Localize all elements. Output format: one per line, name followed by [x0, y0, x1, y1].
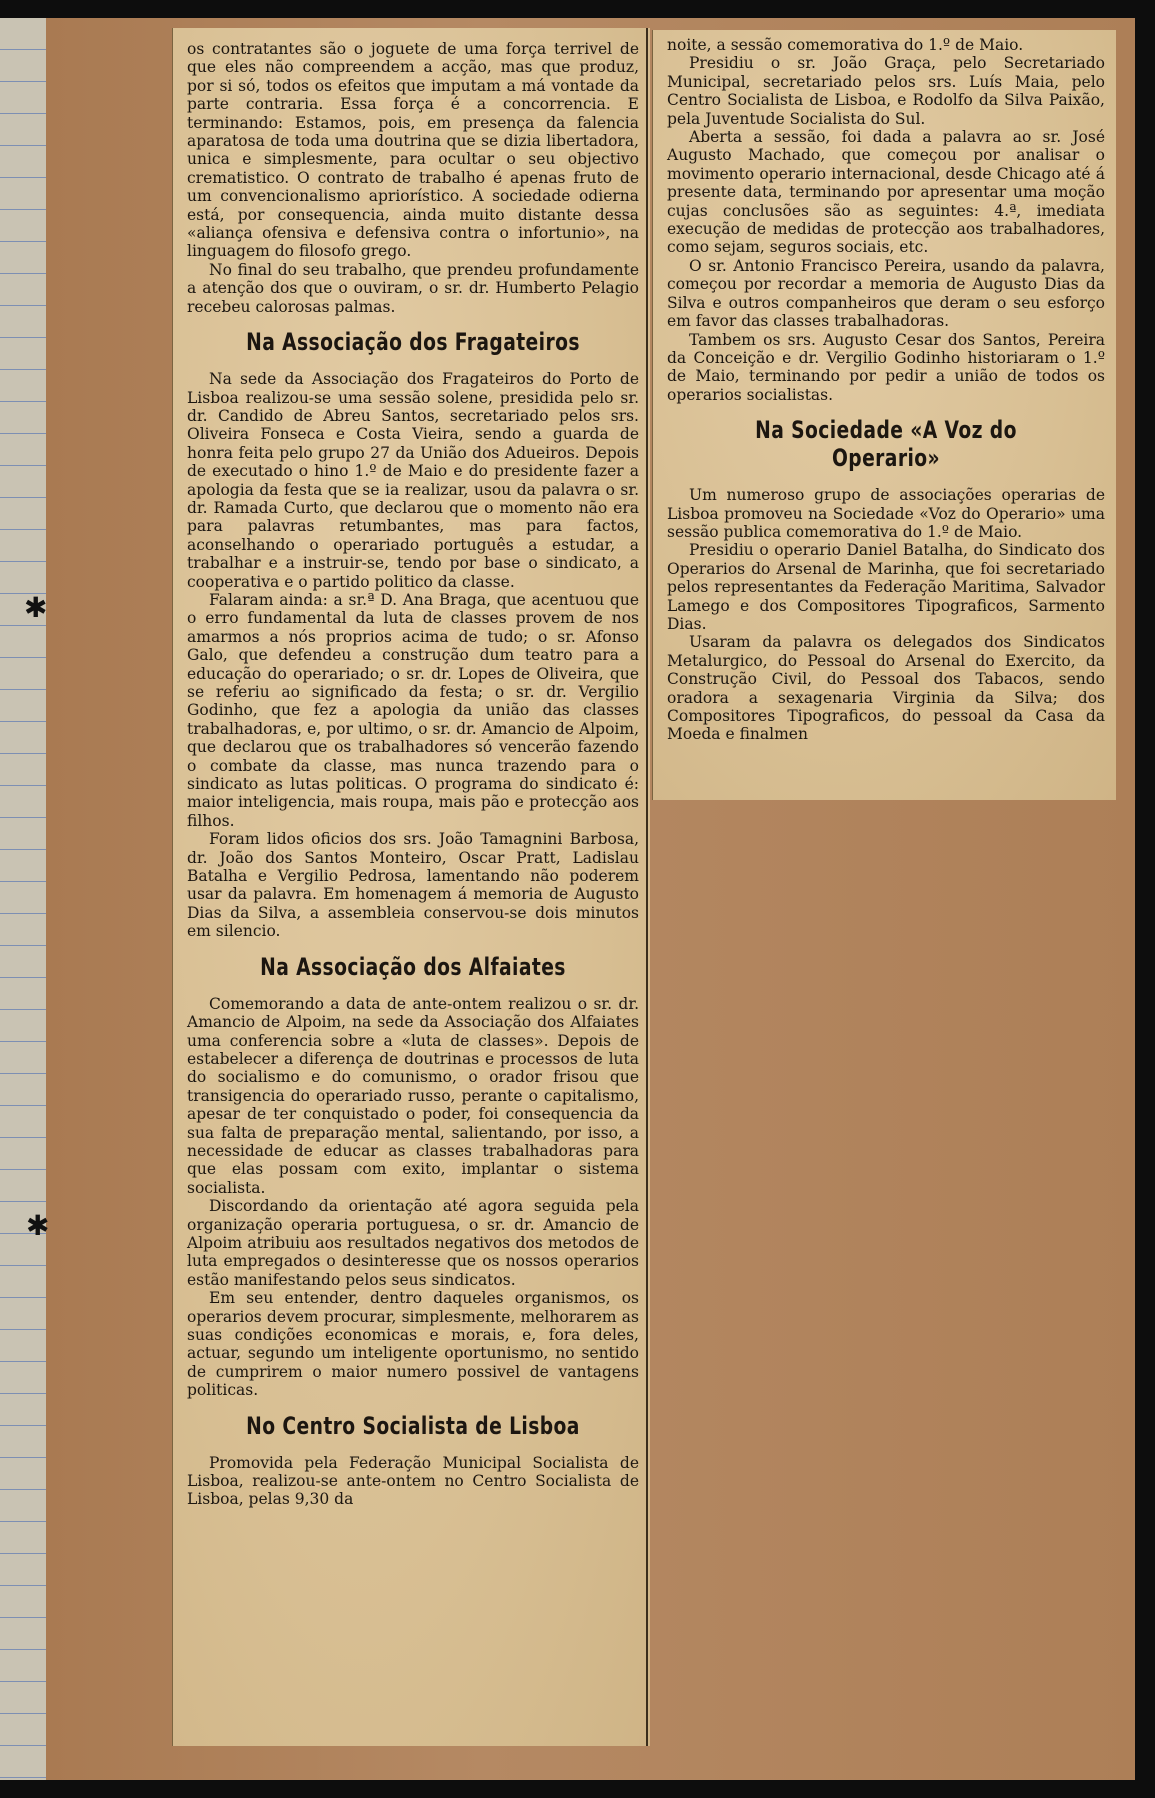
article-paragraph: Presidiu o operario Daniel Batalha, do Sindicato dos Operarios do Arsenal de Marinha, que foi secretariado pelos representantes da Federação Maritima, Salvador Lamego e dos Compositores Tipograficos, Sarmento Dias. [667, 541, 1105, 633]
section-heading-centro-socialista: No Centro Socialista de Lisboa [246, 1411, 580, 1440]
newspaper-clipping-right [652, 30, 1116, 800]
pin-icon: ✱ [24, 591, 48, 624]
article-paragraph: os contratantes são o joguete de uma força terrivel de que eles não compreendem a acção, mas que produz, por si só, todos os efeitos que imputam a má vontade da parte contraria. Essa força é a concorrencia. E terminando: Estamos, pois, em presença da falencia aparatosa de toda uma doutrina que se dizia libertadora, unica e simplesmente, para ocultar o seu objectivo crematistico. O contrato de trabalho é apenas fruto de um convencionalismo apriorístico. A sociedade odierna está, por consequencia, ainda muito distante dessa «aliança ofensiva e defensiva contra o infortunio», na linguagem do filosofo grego. [187, 40, 639, 261]
article-paragraph: Falaram ainda: a sr.ª D. Ana Braga, que acentuou que o erro fundamental da luta de classes provem de nos amarmos a nós proprios acima de tudo; o sr. Afonso Galo, que defendeu a construção dum teatro para a educação do operariado; o sr. dr. Lopes de Oliveira, que se referiu ao significado da festa; o sr. dr. Vergilio Godinho, que fez a apologia da união das classes trabalhadoras, e, por ultimo, o sr. dr. Amancio de Alpoim, que declarou que os trabalhadores só vencerão fazendo o combate da classe, mas nunca trazendo para o sindicato as lutas politicas. O programa do sindicato é: maior inteligencia, mais roupa, mais pão e protecção aos filhos. [187, 590, 639, 830]
ruled-paper-strip [0, 18, 48, 1780]
article-paragraph: Foram lidos oficios dos srs. João Tamagnini Barbosa, dr. João dos Santos Monteiro, Oscar Pratt, Ladislau Batalha e Vergilio Pedrosa, lamentando não poderem usar da palavra. Em homenagem á memoria de Augusto Dias da Silva, a assembleia conservou-se dois minutos em silencio. [187, 830, 639, 941]
pin-icon: ✱ [26, 1209, 50, 1242]
section-heading-fragateiros: Na Associação dos Fragateiros [246, 328, 580, 357]
article-paragraph: Promovida pela Federação Municipal Socialista de Lisboa, realizou-se ante-ontem no Centro Socialista de Lisboa, pelas 9,30 da [187, 1453, 639, 1509]
section-heading-voz-operario: Na Sociedade «A Voz do Operario» [755, 416, 1017, 473]
article-paragraph: Em seu entender, dentro daqueles organismos, os operarios devem procurar, simplesmente, melhorarem as suas condições economicas e morais, e, fora deles, actuar, segundo um inteligente oportunismo, no sentido de cumprirem o maior numero possivel de vantagens politicas. [187, 1289, 639, 1400]
column-rule [646, 28, 648, 1746]
article-paragraph: Tambem os srs. Augusto Cesar dos Santos, Pereira da Conceição e dr. Vergilio Godinho historiaram o 1.º de Maio, terminando por pedir a união de todos os operarios socialistas. [667, 330, 1105, 404]
newspaper-clipping-left [172, 28, 650, 1746]
article-paragraph: No final do seu trabalho, que prendeu profundamente a atenção dos que o ouviram, o sr. dr. Humberto Pelagio recebeu calorosas palmas. [187, 260, 639, 316]
article-paragraph: Comemorando a data de ante-ontem realizou o sr. dr. Amancio de Alpoim, na sede da Associação dos Alfaiates uma conferencia sobre a «luta de classes». Depois de estabelecer a diferença de doutrinas e processos de luta do socialismo e do comunismo, o orador frisou que transigencia do operariado russo, perante o capitalismo, apesar de ter conquistado o poder, foi consequencia da sua falta de preparação mental, salientando, por isso, a necessidade de educar as classes trabalhadoras para que elas possam com exito, implantar o sistema socialista. [187, 994, 639, 1197]
article-paragraph: Discordando da orientação até agora seguida pela organização operaria portuguesa, o sr. dr. Amancio de Alpoim atribuiu aos resultados negativos dos metodos de luta empregados o desinteresse que os nossos operarios estão manifestando pelos seus sindicatos. [187, 1197, 639, 1289]
article-paragraph: Na sede da Associação dos Fragateiros do Porto de Lisboa realizou-se uma sessão solene, presidida pelo sr. dr. Candido de Abreu Santos, secretariado pelos srs. Oliveira Fonseca e Costa Vieira, sendo a guarda de honra feita pelo grupo 27 da União dos Adueiros. Depois de executado o hino 1.º de Maio e do presidente fazer a apologia da festa que se ia realizar, usou da palavra o sr. dr. Ramada Curto, que declarou que o momento não era para palavras retumbantes, mas para factos, aconselhando o operariado português a estudar, a trabalhar e a instruir-se, tendo por base o sindicato, a cooperativa e o partido politico da classe. [187, 370, 639, 591]
section-heading-alfaiates: Na Associação dos Alfaiates [260, 952, 566, 981]
article-column-left [173, 28, 650, 1509]
article-paragraph: Aberta a sessão, foi dada a palavra ao sr. José Augusto Machado, que começou por analisar o movimento operario internacional, desde Chicago até á presente data, terminando por apresentar uma moção cujas conclusões são as seguintes: 4.ª, imediata execução de medidas de protecção aos trabalhadores, como sejam, seguros sociais, etc. [667, 128, 1105, 257]
article-paragraph: noite, a sessão comemorativa do 1.º de Maio. [667, 36, 1024, 54]
article-column-right [653, 30, 1116, 744]
article-paragraph: O sr. Antonio Francisco Pereira, usando da palavra, começou por recordar a memoria de Augusto Dias da Silva e outros companheiros que deram o seu esforço em favor das classes trabalhadoras. [667, 256, 1105, 331]
article-paragraph: Usaram da palavra os delegados dos Sindicatos Metalurgico, do Pessoal do Arsenal do Exercito, da Construção Civil, do Pessoal dos Tabacos, sendo oradora a sexagenaria Virginia da Silva; dos Compositores Tipograficos, do pessoal da Casa da Moeda e finalmen [667, 633, 1105, 744]
article-paragraph: Um numeroso grupo de associações operarias de Lisboa promoveu na Sociedade «Voz do Operario» uma sessão publica comemorativa do 1.º de Maio. [667, 486, 1105, 541]
article-paragraph: Presidiu o sr. João Graça, pelo Secretariado Municipal, secretariado pelos srs. Luís Maia, pelo Centro Socialista de Lisboa, e Rodolfo da Silva Paixão, pela Juventude Socialista do Sul. [667, 54, 1105, 128]
